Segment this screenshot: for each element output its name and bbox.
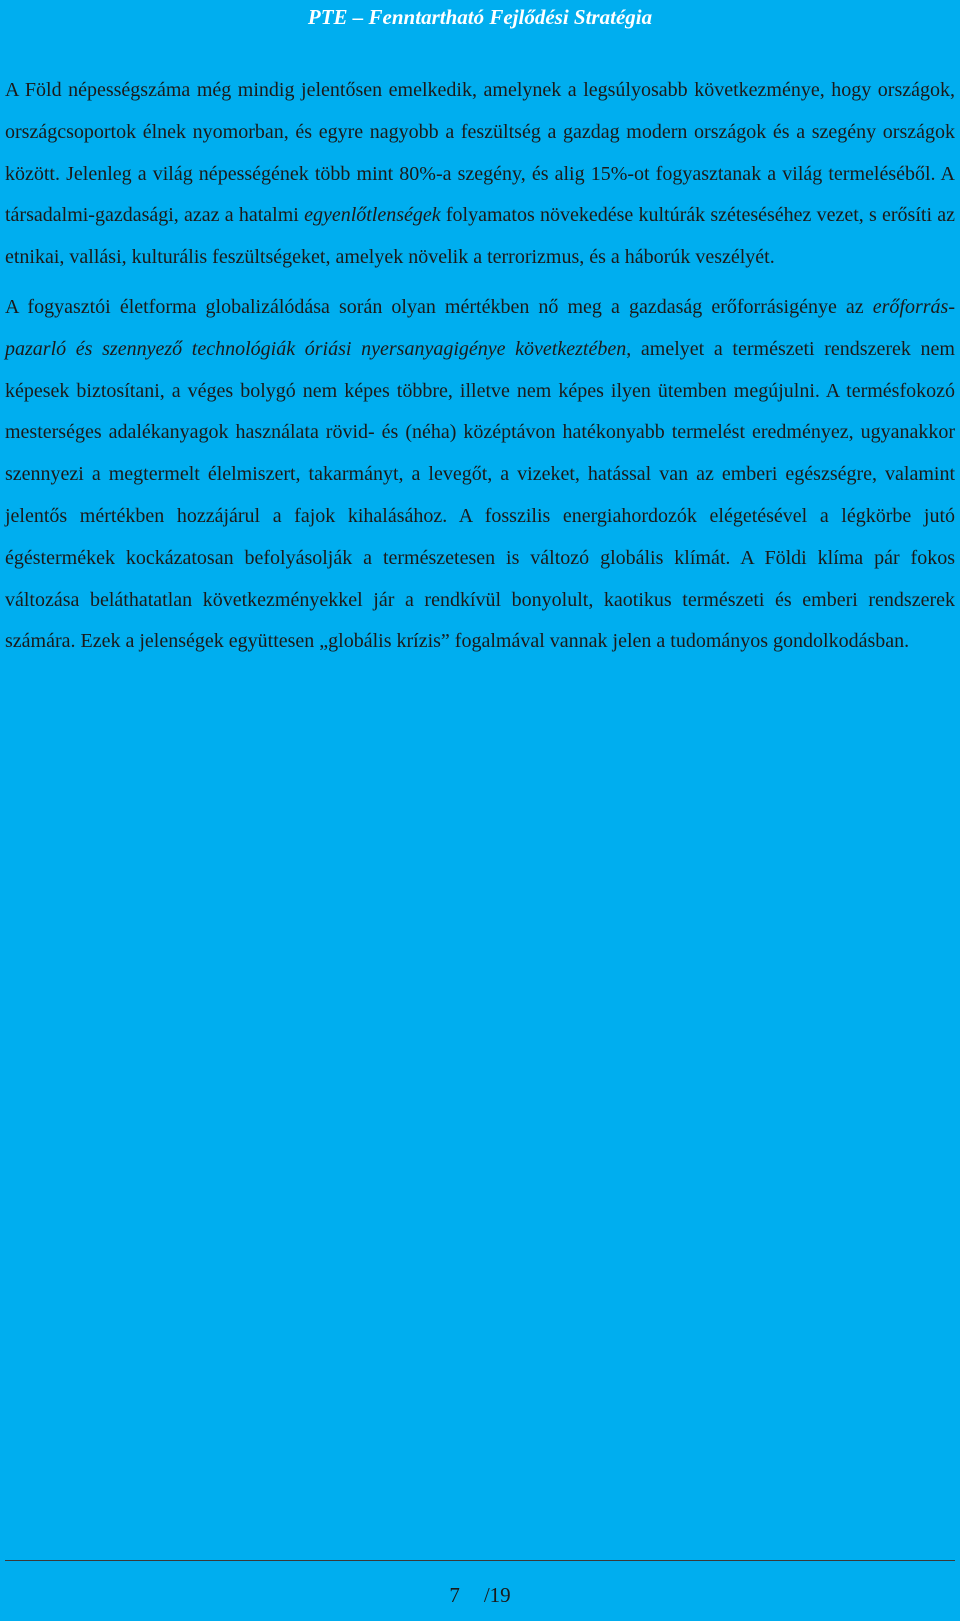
paragraph-2	[5, 287, 955, 663]
paragraph-2-text: A fogyasztói életforma globalizálódása során olyan mértékben nő meg a gazdaság erőforrásigénye az	[5, 295, 873, 318]
paragraph-2-text-end: , amelyet a természeti rendszerek nem képesek biztosítani, a véges bolygó nem képes többre, illetve nem képes ilyen ütemben megújulni. A termésfokozó mesterséges adalékanyagok használata rövid- és (néha) középtávon hatékonyabb termelést eredményez, ugyanakkor szennyezi a megtermelt élelmiszert, takarmányt, a levegőt, a vizeket, hatással van az emberi egészségre, valamint jelentős mértékben hozzájárul a fajok kihalásához. A fosszilis energiahordozók elégetésével a légkörbe jutó égéstermékek kockázatosan befolyásolják a természetesen is változó globális klímát. A Földi klíma pár fokos változása beláthatatlan következményekkel jár a rendkívül bonyolult, kaotikus természeti és emberi rendszerek számára. Ezek a jelenségek együttesen „globális krízis” fogalmával vannak jelen a tudományos gondolkodásban.	[5, 337, 955, 653]
paragraph-2-emphasis: erőforrás-pazarló és szennyező technológiák óriási nyersanyagigénye következtében	[5, 295, 955, 360]
footer-divider	[5, 1560, 955, 1561]
paragraph-1-text-end: folyamatos növekedése kultúrák széteséséhez vezet, s erősíti az etnikai, vallási, kulturális feszültségeket, amelyek növelik a terrorizmus, és a háborúk veszélyét.	[5, 204, 955, 269]
paragraph-1-emphasis: egyenlőtlenségek	[304, 204, 441, 227]
page-number-current: 7	[449, 1583, 460, 1607]
page-number-total: /19	[483, 1583, 511, 1607]
paragraph-1	[5, 70, 955, 279]
document-body	[5, 70, 955, 671]
page-number	[0, 1581, 960, 1609]
page-header-title: PTE – Fenntartható Fejlődési Stratégia	[307, 5, 653, 29]
paragraph-1-text: A Föld népességszáma még mindig jelentősen emelkedik, amelynek a legsúlyosabb következménye, hogy országok, országcsoportok élnek nyomorban, és egyre nagyobb a feszültség a gazdag modern országok és a szegény országok között. Jelenleg a világ népességének több mint 80%-a szegény, és alig 15%-ot fogyasztanak a világ termeléséből. A társadalmi-gazdasági, azaz a hatalmi	[5, 79, 955, 227]
